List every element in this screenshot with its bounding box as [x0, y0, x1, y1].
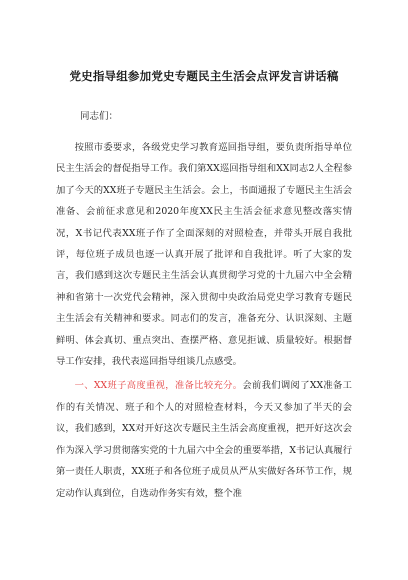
section-heading: 一、XX班子高度重视，准备比较充分。: [74, 380, 243, 392]
paragraph: [56, 375, 352, 503]
salutation: 同志们：: [80, 111, 119, 122]
document-title: 党史指导组参加党史专题民主生活会点评发言讲话稿: [69, 69, 339, 83]
paragraph-text: 会前我们调阅了XX准备工作的有关情况、班子和个人的对照检查材料，今天又参加了半天的会议，我们感到，XX对开好这次专题民主生活会高度重视，把开好这次会作为深入学习贯彻落实党的十九届六中全会的重要举措，X书记认真履行第一责任人职责，XX班子和各位班子成员从严从实做好各环节工作，规定动作认真到位，自选动作务实有效，整个准: [56, 380, 352, 499]
paragraph: 按照市委要求，各级党史学习教育巡回指导组，要负责所指导单位民主生活会的督促指导工作。我们第XX巡回指导组和XX同志2人全程参加了今天的XX班子专题民主生活会。会上，书面通报了专题民主生活会准备、会前征求意见和2020年度XX民主生活会征求意见整改落实情况，X书记代表XX班子作了全面深刻的对照检查，并带头开展自我批评，每位班子成员也逐一认真开展了批评和自我批评。听了大家的发言，我们感到这次专题民主生活会认真贯彻学习党的十九届六中全会精神和省第十一次党代会精神，深入贯彻中央政治局党史学习教育专题民主生活会有关精神和要求。同志们的发言，准备充分、认识深刻、主题鲜明、体会真切、重点突出、查摆严格、意见拒诚、质量较好。根据督导工作安排，我代表巡回指导组谈几点感受。: [56, 142, 352, 368]
